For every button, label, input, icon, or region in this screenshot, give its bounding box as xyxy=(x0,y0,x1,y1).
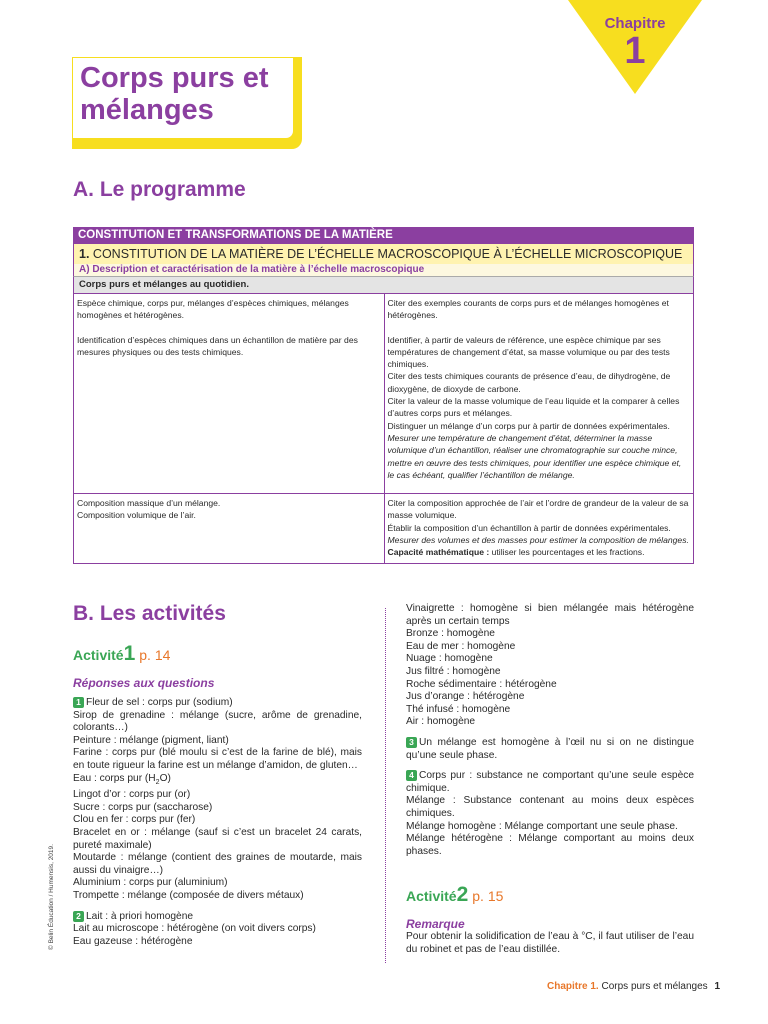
answer-line: Farine : corps pur (blé moulu si c’est de la farine de blé), mais en toute rigueur la farine est un mélange d’amidon, de gluten… xyxy=(73,747,362,771)
water-subscript: 2 xyxy=(155,778,160,786)
activity-word: Activité xyxy=(406,888,457,904)
page-title: Corps purs et mélanges xyxy=(80,62,269,126)
activity-2-heading xyxy=(406,883,503,907)
activity-page-ref: p. 14 xyxy=(139,647,171,663)
answer-line xyxy=(73,773,362,790)
capacity-experimental: Mesurer des volumes et des masses pour estimer la composition de mélanges. xyxy=(387,534,689,545)
answer-line: Jus d’orange : hétérogène xyxy=(406,691,525,703)
notion-text: Composition volumique de l’air. xyxy=(77,510,196,521)
question-number-badge: 2 xyxy=(73,911,84,922)
answer-text: O) xyxy=(159,772,171,784)
capacity-text: Citer des tests chimiques courants de présence d’eau, de dihydrogène, de dioxygène, de dioxyde de carbone. xyxy=(387,371,671,394)
question-number-badge: 1 xyxy=(73,697,84,708)
left-column xyxy=(73,697,362,948)
section-a-heading: A. Le programme xyxy=(73,178,246,201)
answer-line xyxy=(406,770,694,795)
answer-line: Nuage : homogène xyxy=(406,653,493,665)
remark-subheading: Remarque xyxy=(406,917,465,931)
answer-text: Un mélange est homogène à l’œil nu si on ne distingue qu’une seule phase. xyxy=(406,736,694,761)
chapter-badge-word: Chapitre xyxy=(604,15,666,32)
answer-line: Clou en fer : corps pur (fer) xyxy=(73,814,196,826)
answer-line: Mélange homogène : Mélange comportant une seule phase. xyxy=(406,820,678,832)
answer-text: Eau : corps pur (H xyxy=(73,772,156,784)
notion-text: Espèce chimique, corps pur, mélanges d’espèces chimiques, mélanges homogènes et hétérogènes. xyxy=(77,298,349,321)
answer-text: Lait : à priori homogène xyxy=(86,910,194,922)
notion-text: Identification d’espèces chimiques dans un échantillon de matière par des mesures physiques ou des tests chimiques. xyxy=(77,334,358,357)
capacity-text: Distinguer un mélange d’un corps pur à partir de données expérimentales. xyxy=(387,420,670,431)
answer-line: Lait au microscope : hétérogène (on voit divers corps) xyxy=(73,923,316,935)
answer-line: Jus filtré : homogène xyxy=(406,665,501,677)
answer-text: Corps pur : substance ne comportant qu’une seule espèce chimique. xyxy=(406,770,694,794)
footer-chapter: Chapitre 1. xyxy=(547,981,599,992)
row1-capacities xyxy=(384,294,694,493)
capacity-text: Citer la valeur de la masse volumique de l’eau liquide et la comparer à celles d’autres corps purs et mélanges. xyxy=(387,396,680,419)
page-number: 1 xyxy=(714,981,720,992)
question-number-badge: 3 xyxy=(406,737,417,748)
activity-number: 2 xyxy=(456,883,469,906)
answer-line: Eau de mer : homogène xyxy=(406,640,516,652)
page-footer xyxy=(547,981,720,992)
programme-subheader xyxy=(73,244,694,264)
capacity-text: Citer des exemples courants de corps purs et de mélanges homogènes et hétérogènes. xyxy=(387,298,669,321)
activity-1-heading xyxy=(73,642,170,666)
programme-row-2 xyxy=(73,494,694,564)
answer-line: Thé infusé : homogène xyxy=(406,703,511,715)
activity-number: 1 xyxy=(123,642,136,665)
capacity-text: Établir la composition d’un échantillon à partir de données expérimentales. xyxy=(387,522,671,533)
capacity-math-text: utiliser les pourcentages et les fractions. xyxy=(489,547,645,558)
answer-line: Sucre : corps pur (saccharose) xyxy=(73,801,213,813)
answer-line: Sirop de grenadine : mélange (sucre, arôme de grenadine, colorants…) xyxy=(73,709,362,734)
question-number-badge: 4 xyxy=(406,770,417,781)
column-divider xyxy=(385,608,386,963)
answer-line: Trompette : mélange (composée de divers métaux) xyxy=(73,889,304,901)
answer-line: Eau gazeuse : hétérogène xyxy=(73,935,193,947)
answers-subheading: Réponses aux questions xyxy=(73,676,215,690)
answer-line: Moutarde : mélange (contient des graines de moutarde, mais aussi du vinaigre…) xyxy=(73,852,362,876)
answer-line: Air : homogène xyxy=(406,716,476,728)
programme-header: CONSTITUTION ET TRANSFORMATIONS DE LA MATIÈRE xyxy=(73,227,694,244)
remark-text: Pour obtenir la solidification de l’eau à °C, il faut utiliser de l’eau du robinet et pas de l’eau distillée. xyxy=(406,931,694,955)
answer-line xyxy=(406,737,694,762)
capacity-experimental: Mesurer une température de changement d’état, déterminer la masse volumique d’un échantillon, réaliser une chromatographie sur couche mince, mettre en œuvre des tests chimiques, pour identifier une espèce chimique et, le cas échéant, qualifier l’échantillon de mélange. xyxy=(387,432,682,480)
capacity-math-label: Capacité mathématique : xyxy=(387,547,490,558)
footer-title: Corps purs et mélanges xyxy=(601,981,708,992)
capacity-text: Identifier, à partir de valeurs de référence, une espèce chimique par ses températures de changement d’état, sa masse volumique ou par des tests chimiques. xyxy=(387,334,670,370)
capacity-math xyxy=(388,546,691,558)
row1-notions xyxy=(74,294,384,493)
subheader-number: 1. xyxy=(79,247,90,261)
answer-line: Bracelet en or : mélange (sauf si c’est un bracelet 24 carats, pureté maximale) xyxy=(73,826,362,851)
section-b-heading: B. Les activités xyxy=(73,602,226,625)
answer-text: Fleur de sel : corps pur (sodium) xyxy=(86,697,233,708)
subheader-text: CONSTITUTION DE LA MATIÈRE DE L’ÉCHELLE MACROSCOPIQUE À L’ÉCHELLE MICROSCOPIQUE xyxy=(92,247,683,261)
programme-part: A) Description et caractérisation de la matière à l’échelle macroscopique xyxy=(73,264,694,276)
right-column xyxy=(406,603,694,858)
activity-page-ref: p. 15 xyxy=(472,888,504,904)
capacity-text: Citer la composition approchée de l’air et l’ordre de grandeur de la valeur de sa masse volumique. xyxy=(387,498,689,521)
row2-capacities xyxy=(384,494,694,563)
answer-line: Lingot d’or : corps pur (or) xyxy=(73,789,191,801)
answer-line xyxy=(73,911,362,924)
answer-line xyxy=(73,697,362,710)
answer-line: Bronze : homogène xyxy=(406,628,495,640)
row2-notions xyxy=(74,494,384,563)
activity-word: Activité xyxy=(73,647,124,663)
answer-line: Vinaigrette : homogène si bien mélangée mais hétérogène après un certain temps xyxy=(406,603,694,627)
chapter-badge-number: 1 xyxy=(624,30,646,72)
notion-text: Composition massique d’un mélange. xyxy=(77,498,221,508)
answer-line: Mélange hétérogène : Mélange comportant au moins deux phases. xyxy=(406,833,694,857)
programme-row-1 xyxy=(73,294,694,494)
answer-line: Mélange : Substance contenant au moins deux espèces chimiques. xyxy=(406,795,694,819)
answer-line: Roche sédimentaire : hétérogène xyxy=(406,678,557,690)
answer-line: Peinture : mélange (pigment, liant) xyxy=(73,734,229,746)
programme-theme: Corps purs et mélanges au quotidien. xyxy=(73,276,694,294)
answer-line: Aluminium : corps pur (aluminium) xyxy=(73,877,228,889)
copyright-notice: © Belin Éducation / Humensis, 2019. xyxy=(48,844,55,950)
programme-table xyxy=(73,227,694,564)
